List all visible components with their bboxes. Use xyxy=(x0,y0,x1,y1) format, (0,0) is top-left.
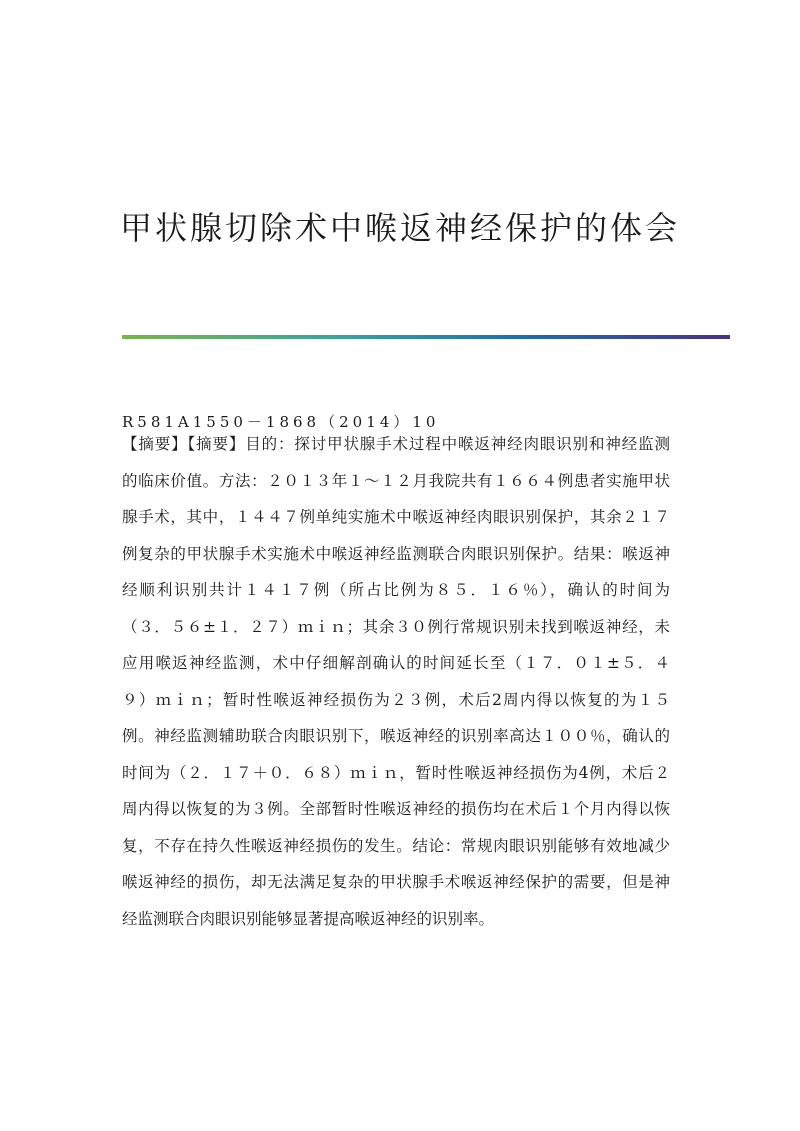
abstract-line: 经监测联合肉眼识别能够显著提高喉返神经的识别率。 xyxy=(122,909,495,928)
reference-code: R581A1550－1868（2014）10 xyxy=(122,413,440,431)
abstract-line: 腺手术，其中，１４４７例单纯实施术中喉返神经肉眼识别保护，其余２１７ xyxy=(122,508,670,526)
title-divider-rule xyxy=(122,335,730,339)
abstract-line: 应用喉返神经监测，术中仔细解剖确认的时间延长至（１７．０１±５．４ xyxy=(122,654,670,672)
abstract-line: 复，不存在持久性喉返神经损伤的发生。结论：常规肉眼识别能够有效地减少 xyxy=(122,836,670,855)
abstract-line: 周内得以恢复的为３例。全部暂时性喉返神经的损伤均在术后１个月内得以恢 xyxy=(122,800,670,818)
document-title: 甲状腺切除术中喉返神经保护的体会 xyxy=(119,209,680,248)
abstract-line: 经顺利识别共计１４１７例（所占比例为８５．１６％），确认的时间为 xyxy=(122,581,670,599)
abstract-line: 例复杂的甲状腺手术实施术中喉返神经监测联合肉眼识别保护。结果：喉返神 xyxy=(122,544,670,563)
abstract-line: 时间为（２．１７＋０．６８）ｍｉｎ，暂时性喉返神经损伤为4例，术后２ xyxy=(122,763,670,782)
abstract-paragraph xyxy=(122,426,670,937)
abstract-line: 例。神经监测辅助联合肉眼识别下，喉返神经的识别率高达１００％，确认的 xyxy=(122,727,670,745)
abstract-line: ９）ｍｉｎ；暂时性喉返神经损伤为２３例，术后2周内得以恢复的为１５ xyxy=(122,690,670,709)
abstract-line: （３．５６±１．２７）ｍｉｎ；其余３０例行常规识别未找到喉返神经，未 xyxy=(122,617,670,636)
abstract-line: 的临床价值。方法：２０１３年１～１２月我院共有１６６４例患者实施甲状 xyxy=(122,471,670,490)
abstract-line: 【摘要】【摘要】目的：探讨甲状腺手术过程中喉返神经肉眼识别和神经监测 xyxy=(122,435,670,453)
abstract-line: 喉返神经的损伤，却无法满足复杂的甲状腺手术喉返神经保护的需要，但是神 xyxy=(122,873,670,891)
